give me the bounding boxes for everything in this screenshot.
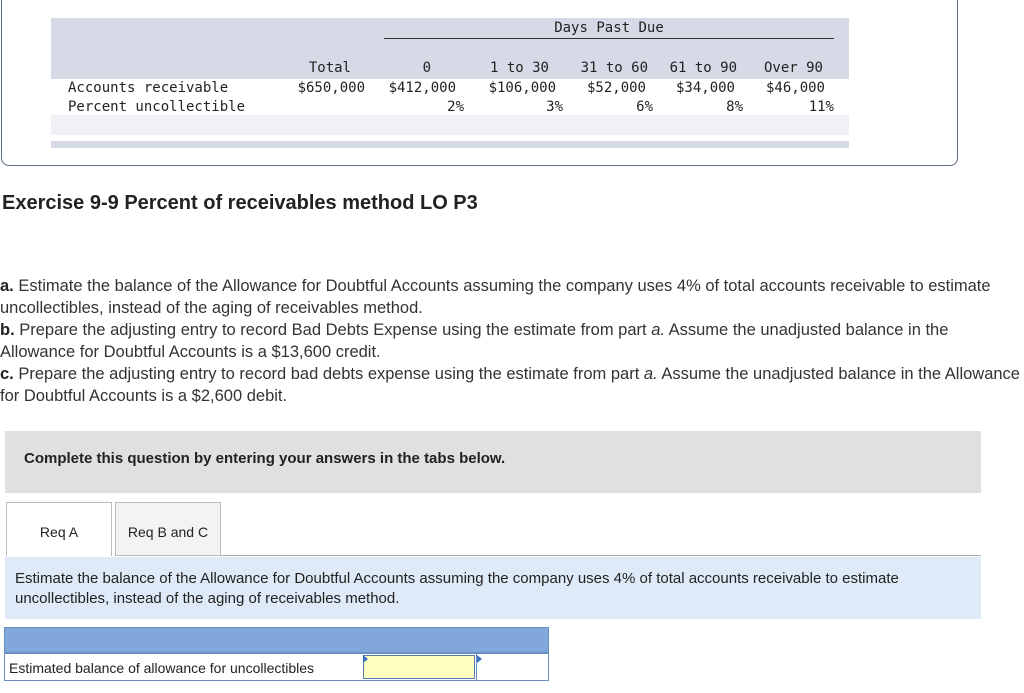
col-header-0: 0 bbox=[422, 60, 431, 76]
aging-data-panel bbox=[1, 0, 958, 166]
instructions bbox=[0, 275, 1020, 407]
instruction-b-label: b. bbox=[0, 321, 15, 339]
pct-61-90: 8% bbox=[726, 99, 743, 115]
pct-over-90: 11% bbox=[808, 99, 834, 115]
pct-1-30: 3% bbox=[546, 99, 563, 115]
instruction-a-text: Estimate the balance of the Allowance for Doubtful Accounts assuming the company uses 4% of total accounts receivable to estimate uncollectibles, instead of the aging of receivables method. bbox=[0, 277, 991, 317]
col-header-31-60: 31 to 60 bbox=[580, 60, 648, 76]
complete-question-banner bbox=[5, 431, 981, 493]
ar-0: $412,000 bbox=[388, 80, 456, 96]
aging-schedule-table bbox=[51, 18, 849, 118]
instruction-c-label: c. bbox=[0, 365, 14, 383]
exercise-title: Exercise 9-9 Percent of receivables method LO P3 bbox=[2, 192, 478, 214]
instruction-b-text-1: Prepare the adjusting entry to record Bad Debts Expense using the estimate from part bbox=[14, 321, 652, 339]
row-label-percent-uncollectible: Percent uncollectible bbox=[68, 99, 246, 115]
instruction-a-label: a. bbox=[0, 277, 14, 295]
tab-baseline bbox=[221, 555, 981, 556]
req-a-prompt-text: Estimate the balance of the Allowance for Doubtful Accounts assuming the company uses 4% of total accounts receivable to estimate uncollectibles, instead of the aging of receivables method. bbox=[15, 570, 899, 607]
answer-table-header bbox=[4, 627, 549, 653]
answer-table-row bbox=[4, 653, 549, 681]
instruction-c-part-ref: a. bbox=[643, 365, 658, 383]
pct-31-60: 6% bbox=[636, 99, 653, 115]
instruction-b bbox=[0, 319, 1020, 363]
answer-row-label: Estimated balance of allowance for uncollectibles bbox=[9, 660, 315, 676]
instruction-b-text-2: Assume the unadjusted balance in the Allowance for Doubtful Accounts is a $13,600 credit. bbox=[0, 321, 949, 361]
ar-total: $650,000 bbox=[297, 80, 365, 96]
row-label-accounts-receivable: Accounts receivable bbox=[68, 80, 229, 96]
ar-61-90: $34,000 bbox=[675, 80, 735, 96]
estimated-allowance-input[interactable] bbox=[363, 655, 475, 679]
instruction-c bbox=[0, 363, 1020, 407]
instruction-c-text-2: Assume the unadjusted balance in the Allowance for Doubtful Accounts is a $2,600 debit. bbox=[0, 365, 1020, 405]
instruction-a bbox=[0, 275, 1020, 319]
col-header-61-90: 61 to 90 bbox=[669, 60, 737, 76]
input-flag-icon bbox=[363, 655, 368, 663]
ar-1-30: $106,000 bbox=[488, 80, 556, 96]
table-row-percent-uncollectible-bg bbox=[51, 115, 849, 135]
tab-req-a-label: Req A bbox=[39, 524, 79, 540]
tab-req-a[interactable] bbox=[6, 502, 112, 556]
ar-31-60: $52,000 bbox=[586, 80, 646, 96]
table-bottom-band bbox=[51, 141, 849, 148]
instruction-c-text-1: Prepare the adjusting entry to record bad debts expense using the estimate from part bbox=[13, 365, 644, 383]
pct-0: 2% bbox=[447, 99, 464, 115]
req-a-prompt-box bbox=[5, 557, 981, 619]
ar-over-90: $46,000 bbox=[765, 80, 825, 96]
days-past-due-rule bbox=[384, 38, 834, 39]
days-past-due-header: Days Past Due bbox=[554, 20, 664, 36]
col-header-1-30: 1 to 30 bbox=[489, 60, 549, 76]
tab-req-b-and-c[interactable] bbox=[115, 502, 221, 556]
col-header-over-90: Over 90 bbox=[763, 60, 823, 76]
col-header-total: Total bbox=[308, 60, 351, 76]
input-flag-icon bbox=[477, 655, 482, 663]
instruction-b-part-ref: a. bbox=[651, 321, 665, 339]
complete-question-text: Complete this question by entering your answers in the tabs below. bbox=[24, 450, 506, 467]
tab-req-b-and-c-label: Req B and C bbox=[127, 524, 209, 540]
